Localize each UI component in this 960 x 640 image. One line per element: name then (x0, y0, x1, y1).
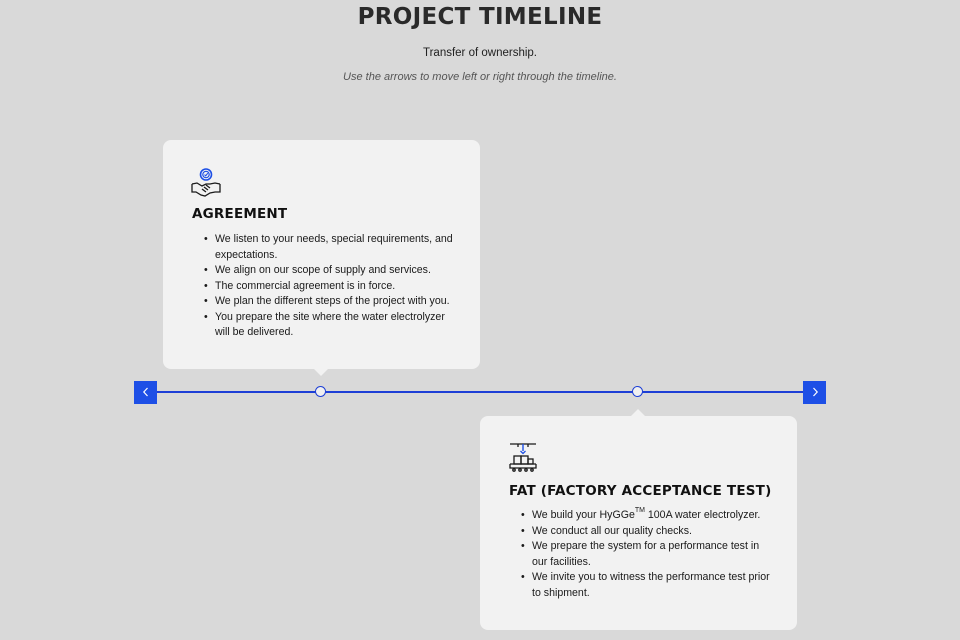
list-item: • We conduct all our quality checks. (532, 524, 777, 540)
timeline-node-agreement[interactable] (315, 386, 326, 397)
list-item: • We align on our scope of supply and services. (215, 263, 460, 279)
page-subtitle: Transfer of ownership. (423, 47, 537, 59)
list-item: • The commercial agreement is in force. (215, 279, 460, 295)
trademark-sup: TM (634, 507, 645, 515)
list-item: • We invite you to witness the performance test prior to shipment. (532, 570, 777, 601)
navigation-hint: Use the arrows to move left or right through the timeline. (343, 71, 617, 83)
card-heading: AGREEMENT (192, 206, 288, 222)
list-item: • You prepare the site where the water electrolyzer will be delivered. (215, 310, 460, 341)
chevron-left-icon (142, 384, 150, 402)
bullet-list (215, 232, 460, 341)
list-item: • We listen to your needs, special requirements, and expectations. (215, 232, 460, 263)
list-item: • We prepare the system for a performance test in our facilities. (532, 539, 777, 570)
chevron-right-icon (811, 384, 819, 402)
list-item: • We plan the different steps of the project with you. (215, 294, 460, 310)
page-title: PROJECT TIMELINE (357, 4, 603, 30)
timeline-track (146, 391, 814, 393)
card-heading: FAT (FACTORY ACCEPTANCE TEST) (509, 483, 772, 499)
list-item: • We build your HyGGe™ 100A water electrolyzer. (532, 508, 777, 524)
timeline-next-button[interactable] (803, 381, 826, 404)
handshake-icon (191, 168, 221, 198)
bullet-list (532, 508, 777, 601)
factory-test-icon (508, 442, 538, 472)
timeline-prev-button[interactable] (134, 381, 157, 404)
timeline-card-agreement (163, 140, 480, 369)
timeline-card-fat (480, 416, 797, 630)
timeline-node-fat[interactable] (632, 386, 643, 397)
